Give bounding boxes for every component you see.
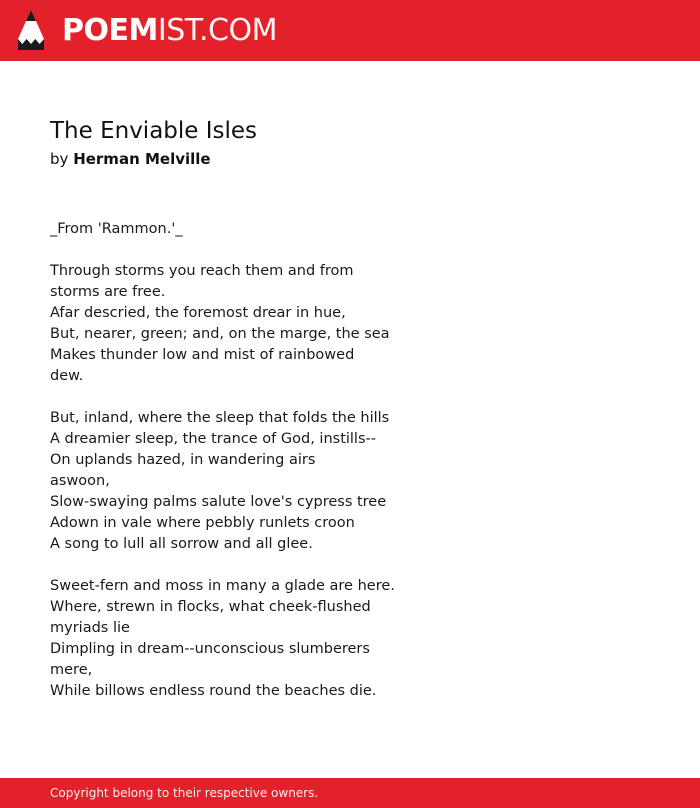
poem-line: A song to lull all sorrow and all glee.	[50, 536, 313, 552]
author-name: Herman Melville	[73, 150, 211, 168]
poem-title: The Enviable Isles	[50, 118, 258, 144]
poem-line: Sweet-fern and moss in many a glade are here.	[50, 578, 395, 594]
pencil-tip-icon[interactable]	[17, 9, 45, 51]
poem-line: Slow-swaying palms salute love's cypress tree	[50, 494, 387, 510]
stanza-break	[50, 240, 390, 261]
poem-line: aswoon,	[50, 473, 110, 489]
byline	[50, 149, 211, 169]
poem-line: dew.	[50, 368, 84, 384]
stanza-break	[50, 555, 390, 576]
by-label: by	[50, 150, 69, 168]
logo-text-bold: POEM	[62, 13, 158, 48]
poem-line: myriads lie	[50, 620, 130, 636]
site-header	[0, 0, 700, 61]
copyright-text: Copyright belong to their respective owners.	[50, 786, 319, 800]
poem-line: mere,	[50, 662, 93, 678]
poem-line: But, nearer, green; and, on the marge, the sea	[50, 326, 390, 342]
poem-line: _From 'Rammon.'_	[50, 221, 183, 237]
poem-line: Makes thunder low and mist of rainbowed	[50, 347, 355, 363]
logo-text-light: IST.COM	[157, 13, 277, 48]
site-logo[interactable]	[62, 11, 277, 51]
poem-line: Through storms you reach them and from	[50, 263, 354, 279]
poem-body	[50, 219, 395, 702]
poem-line: Afar descried, the foremost drear in hue,	[50, 305, 346, 321]
poem-line: While billows endless round the beaches die.	[50, 683, 377, 699]
poem-line: Adown in vale where pebbly runlets croon	[50, 515, 355, 531]
poem-line: Where, strewn in flocks, what cheek-flushed	[50, 599, 371, 615]
site-footer	[0, 778, 700, 808]
poem-line: Dimpling in dream--unconscious slumberers	[50, 641, 370, 657]
poem-line: On uplands hazed, in wandering airs	[50, 452, 316, 468]
stanza-break	[50, 387, 390, 408]
poem-line: But, inland, where the sleep that folds the hills	[50, 410, 390, 426]
poem-line: storms are free.	[50, 284, 166, 300]
poem-line: A dreamier sleep, the trance of God, instills--	[50, 431, 376, 447]
